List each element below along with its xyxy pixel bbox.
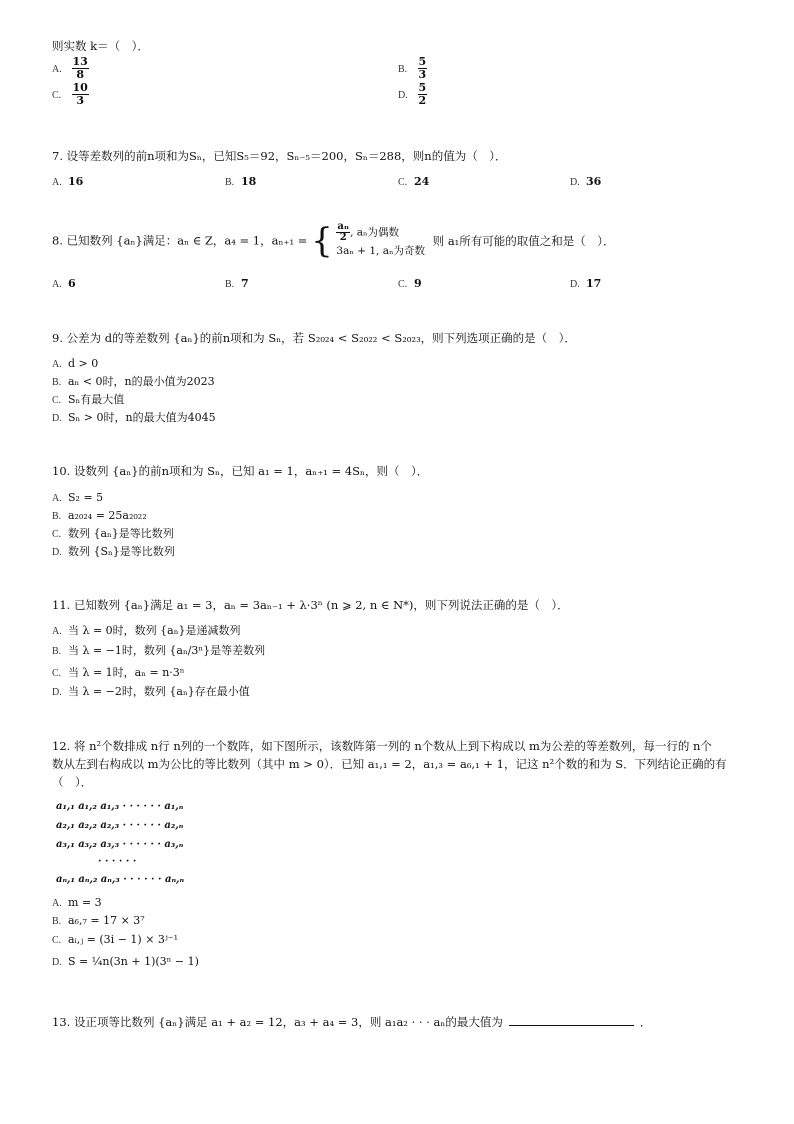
q9-option-b[interactable]: B. aₙ < 0时，n的最小值为2023 [52, 375, 215, 388]
q11-option-d[interactable]: D. 当 λ = −2时，数列 {aₙ}存在最小值 [52, 685, 250, 698]
q8-option-d[interactable]: D. 17 [570, 277, 602, 290]
q12-option-a[interactable]: A. m = 3 [52, 896, 102, 909]
matrix-row-3: a₃,₁ a₃,₂ a₃,₃ · · · · · · a₃,ₙ [56, 839, 184, 850]
q12-option-d[interactable]: D. S = ¼n(3n + 1)(3ⁿ − 1) [52, 955, 199, 968]
fraction: $\frac{5}{3}$ [418, 55, 427, 81]
matrix-row-n: aₙ,₁ aₙ,₂ aₙ,₃ · · · · · · aₙ,ₙ [56, 874, 185, 885]
fraction: $\frac{10}{3}$ [72, 81, 88, 107]
q9-option-d[interactable]: D. Sₙ > 0时，n的最大值为4045 [52, 411, 216, 424]
question-7-stem: 7. 设等差数列的前n项和为Sₙ，已知S₅＝92，Sₙ₋₅＝200，Sₙ＝288，则n的值为（ ）． [52, 149, 507, 163]
question-10-stem: 10. 设数列 {aₙ}的前n项和为 Sₙ，已知 a₁ = 1，aₙ₊₁ = 4Sₙ，则（ ）． [52, 464, 429, 478]
question-9-stem: 9. 公差为 d的等差数列 {aₙ}的前n项和为 Sₙ，若 S₂₀₂₄ < S₂₀₂₂ < S₂₀₂₃，则下列选项正确的是（ ）． [52, 331, 576, 345]
left-brace: { [311, 220, 333, 261]
q12-option-c[interactable]: C. aᵢ,ⱼ = (3i − 1) × 3ʲ⁻¹ [52, 933, 179, 946]
q12-option-b[interactable]: B. a₆,₇ = 17 × 3⁷ [52, 914, 145, 927]
matrix-row-ellipsis: · · · · · · [98, 856, 137, 867]
question-11-stem: 11. 已知数列 {aₙ}满足 a₁ = 3，aₙ = 3aₙ₋₁ + λ·3ⁿ (n ⩾ 2, n ∈ N*)，则下列说法正确的是（ ）． [52, 598, 569, 612]
option-a[interactable]: A. $\frac{13}{8}$ [52, 55, 88, 81]
option-b[interactable]: B. $\frac{5}{3}$ [398, 55, 427, 81]
option-c[interactable]: C. $\frac{10}{3}$ [52, 81, 88, 107]
q10-option-d[interactable]: D. 数列 {Sₙ}是等比数列 [52, 545, 175, 558]
q8-option-c[interactable]: C. 9 [398, 277, 422, 290]
q8-option-a[interactable]: A. 6 [52, 277, 76, 290]
answer-blank[interactable] [509, 1015, 634, 1026]
q9-option-a[interactable]: A. d > 0 [52, 357, 99, 370]
matrix-row-1: a₁,₁ a₁,₂ a₁,₃ · · · · · · a₁,ₙ [56, 801, 184, 812]
q11-option-b[interactable]: B. 当 λ = −1时，数列 {aₙ/3ⁿ}是等差数列 [52, 644, 266, 657]
q7-option-b[interactable]: B. 18 [225, 175, 257, 188]
matrix-row-2: a₂,₁ a₂,₂ a₂,₃ · · · · · · a₂,ₙ [56, 820, 184, 831]
option-d[interactable]: D. $\frac{5}{2}$ [398, 81, 427, 107]
question-8-stem: 8. 已知数列 {aₙ}满足：aₙ ∈ Z，a₄ = 1，aₙ₊₁ = { $\frac{\text{aₙ}}{2}$ , aₙ为偶数 3aₙ + 1, aₙ为奇数 则 a₁所有可能的取值之和是（ ）． [52, 220, 615, 261]
q10-option-b[interactable]: B. a₂₀₂₄ = 25a₂₀₂₂ [52, 509, 147, 522]
q10-option-a[interactable]: A. S₂ = 5 [52, 491, 104, 504]
question-13-stem: 13. 设正项等比数列 {aₙ}满足 a₁ + a₂ = 12，a₃ + a₄ = 3，则 a₁a₂ · · · aₙ的最大值为 ． [52, 1015, 652, 1029]
q7-option-d[interactable]: D. 36 [570, 175, 602, 188]
question-12-stem-line2: 数从左到右构成以 m为公比的等比数列（其中 m > 0）．已知 a₁,₁ = 2，a₁,₃ = a₆,₁ + 1，记这 n²个数的和为 S．下列结论正确的有 [52, 757, 727, 771]
q10-option-c[interactable]: C. 数列 {aₙ}是等比数列 [52, 527, 174, 540]
fraction: $\frac{5}{2}$ [418, 81, 427, 107]
question-12-stem-line1: 12. 将 n²个数排成 n行 n列的一个数阵，如下图所示，该数阵第一列的 n个数从上到下构成以 m为公差的等差数列，每一行的 n个 [52, 739, 712, 753]
piecewise-cases: $\frac{\text{aₙ}}{2}$ , aₙ为偶数 3aₙ + 1, aₙ为奇数 [336, 221, 426, 257]
q9-option-c[interactable]: C. Sₙ有最大值 [52, 393, 125, 406]
q11-option-c[interactable]: C. 当 λ = 1时，aₙ = n·3ⁿ [52, 666, 185, 679]
question-stem-continued: 则实数 k＝（ ）． [52, 39, 149, 53]
question-12-stem-line3: （ ）． [52, 775, 93, 789]
q11-option-a[interactable]: A. 当 λ = 0时，数列 {aₙ}是递减数列 [52, 624, 241, 637]
q8-option-b[interactable]: B. 7 [225, 277, 249, 290]
fraction: $\frac{13}{8}$ [72, 55, 88, 81]
q7-option-a[interactable]: A. 16 [52, 175, 84, 188]
q7-option-c[interactable]: C. 24 [398, 175, 430, 188]
